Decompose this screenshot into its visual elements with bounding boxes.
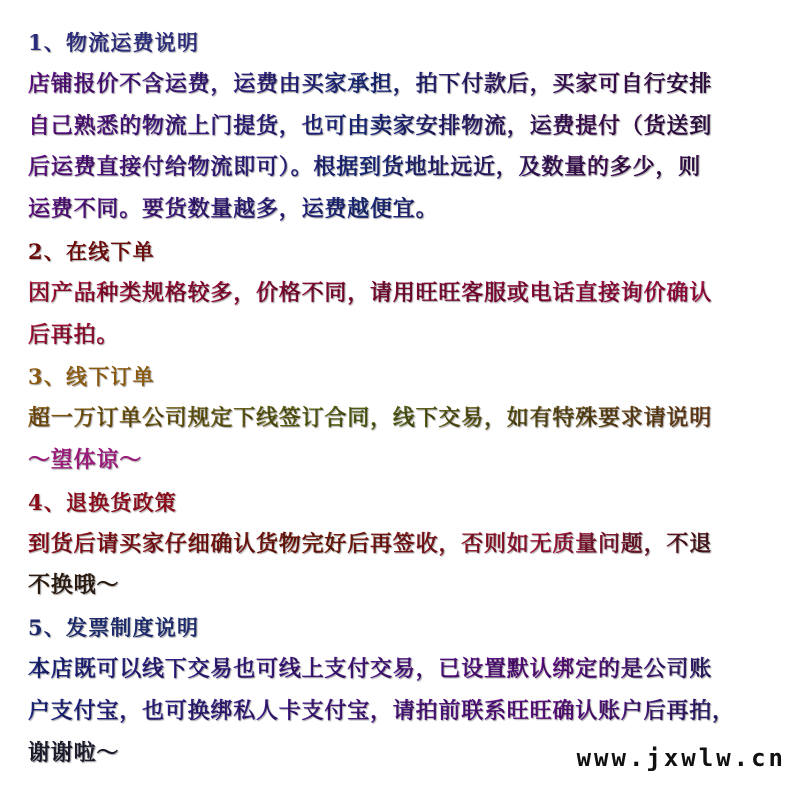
online-order-text-line: 因产品种类规格较多，价格不同，请用旺旺客服或电话直接询价确认 <box>28 273 778 315</box>
section-heading-online-order: 2、在线下单 <box>28 238 155 264</box>
section-heading-invoice: 5、发票制度说明 <box>28 615 200 641</box>
section-heading-return-policy: 4、退换货政策 <box>28 489 178 515</box>
invoice-text-line: 本店既可以线下交易也可线上支付交易，已设置默认绑定的是公司账 <box>28 649 778 691</box>
logistics-text-line: 自己熟悉的物流上门提货，也可由卖家安排物流，运费提付（货送到 <box>28 106 778 148</box>
section-heading-logistics: 1、物流运费说明 <box>28 30 200 55</box>
offline-order-text-line: ～望体谅～ <box>28 446 143 473</box>
logistics-text-line: 运费不同。要货数量越多，运费越便宜。 <box>28 189 778 231</box>
offline-order-text-line: 超一万订单公司规定下线签订合同，线下交易，如有特殊要求请说明 <box>28 398 778 440</box>
logistics-text-line: 店铺报价不含运费，运费由买家承担，拍下付款后，买家可自行安排 <box>28 64 778 106</box>
return-policy-text-line: 到货后请买家仔细确认货物完好后再签收，否则如无质量问题，不退 <box>28 524 778 566</box>
online-order-text-line: 后再拍。 <box>28 315 778 357</box>
section-heading-offline-order: 3、线下订单 <box>28 364 155 390</box>
invoice-text-line: 户支付宝，也可换绑私人卡支付宝，请拍前联系旺旺确认账户后再拍， <box>28 691 778 733</box>
site-watermark: www.jxwlw.cn <box>576 744 786 772</box>
logistics-text-line: 后运费直接付给物流即可）。根据到货地址远近，及数量的多少，则 <box>28 147 778 189</box>
invoice-text-line: 谢谢啦～ <box>28 739 120 766</box>
notice-document <box>28 22 778 774</box>
return-policy-text-line: 不换哦～ <box>28 572 120 599</box>
